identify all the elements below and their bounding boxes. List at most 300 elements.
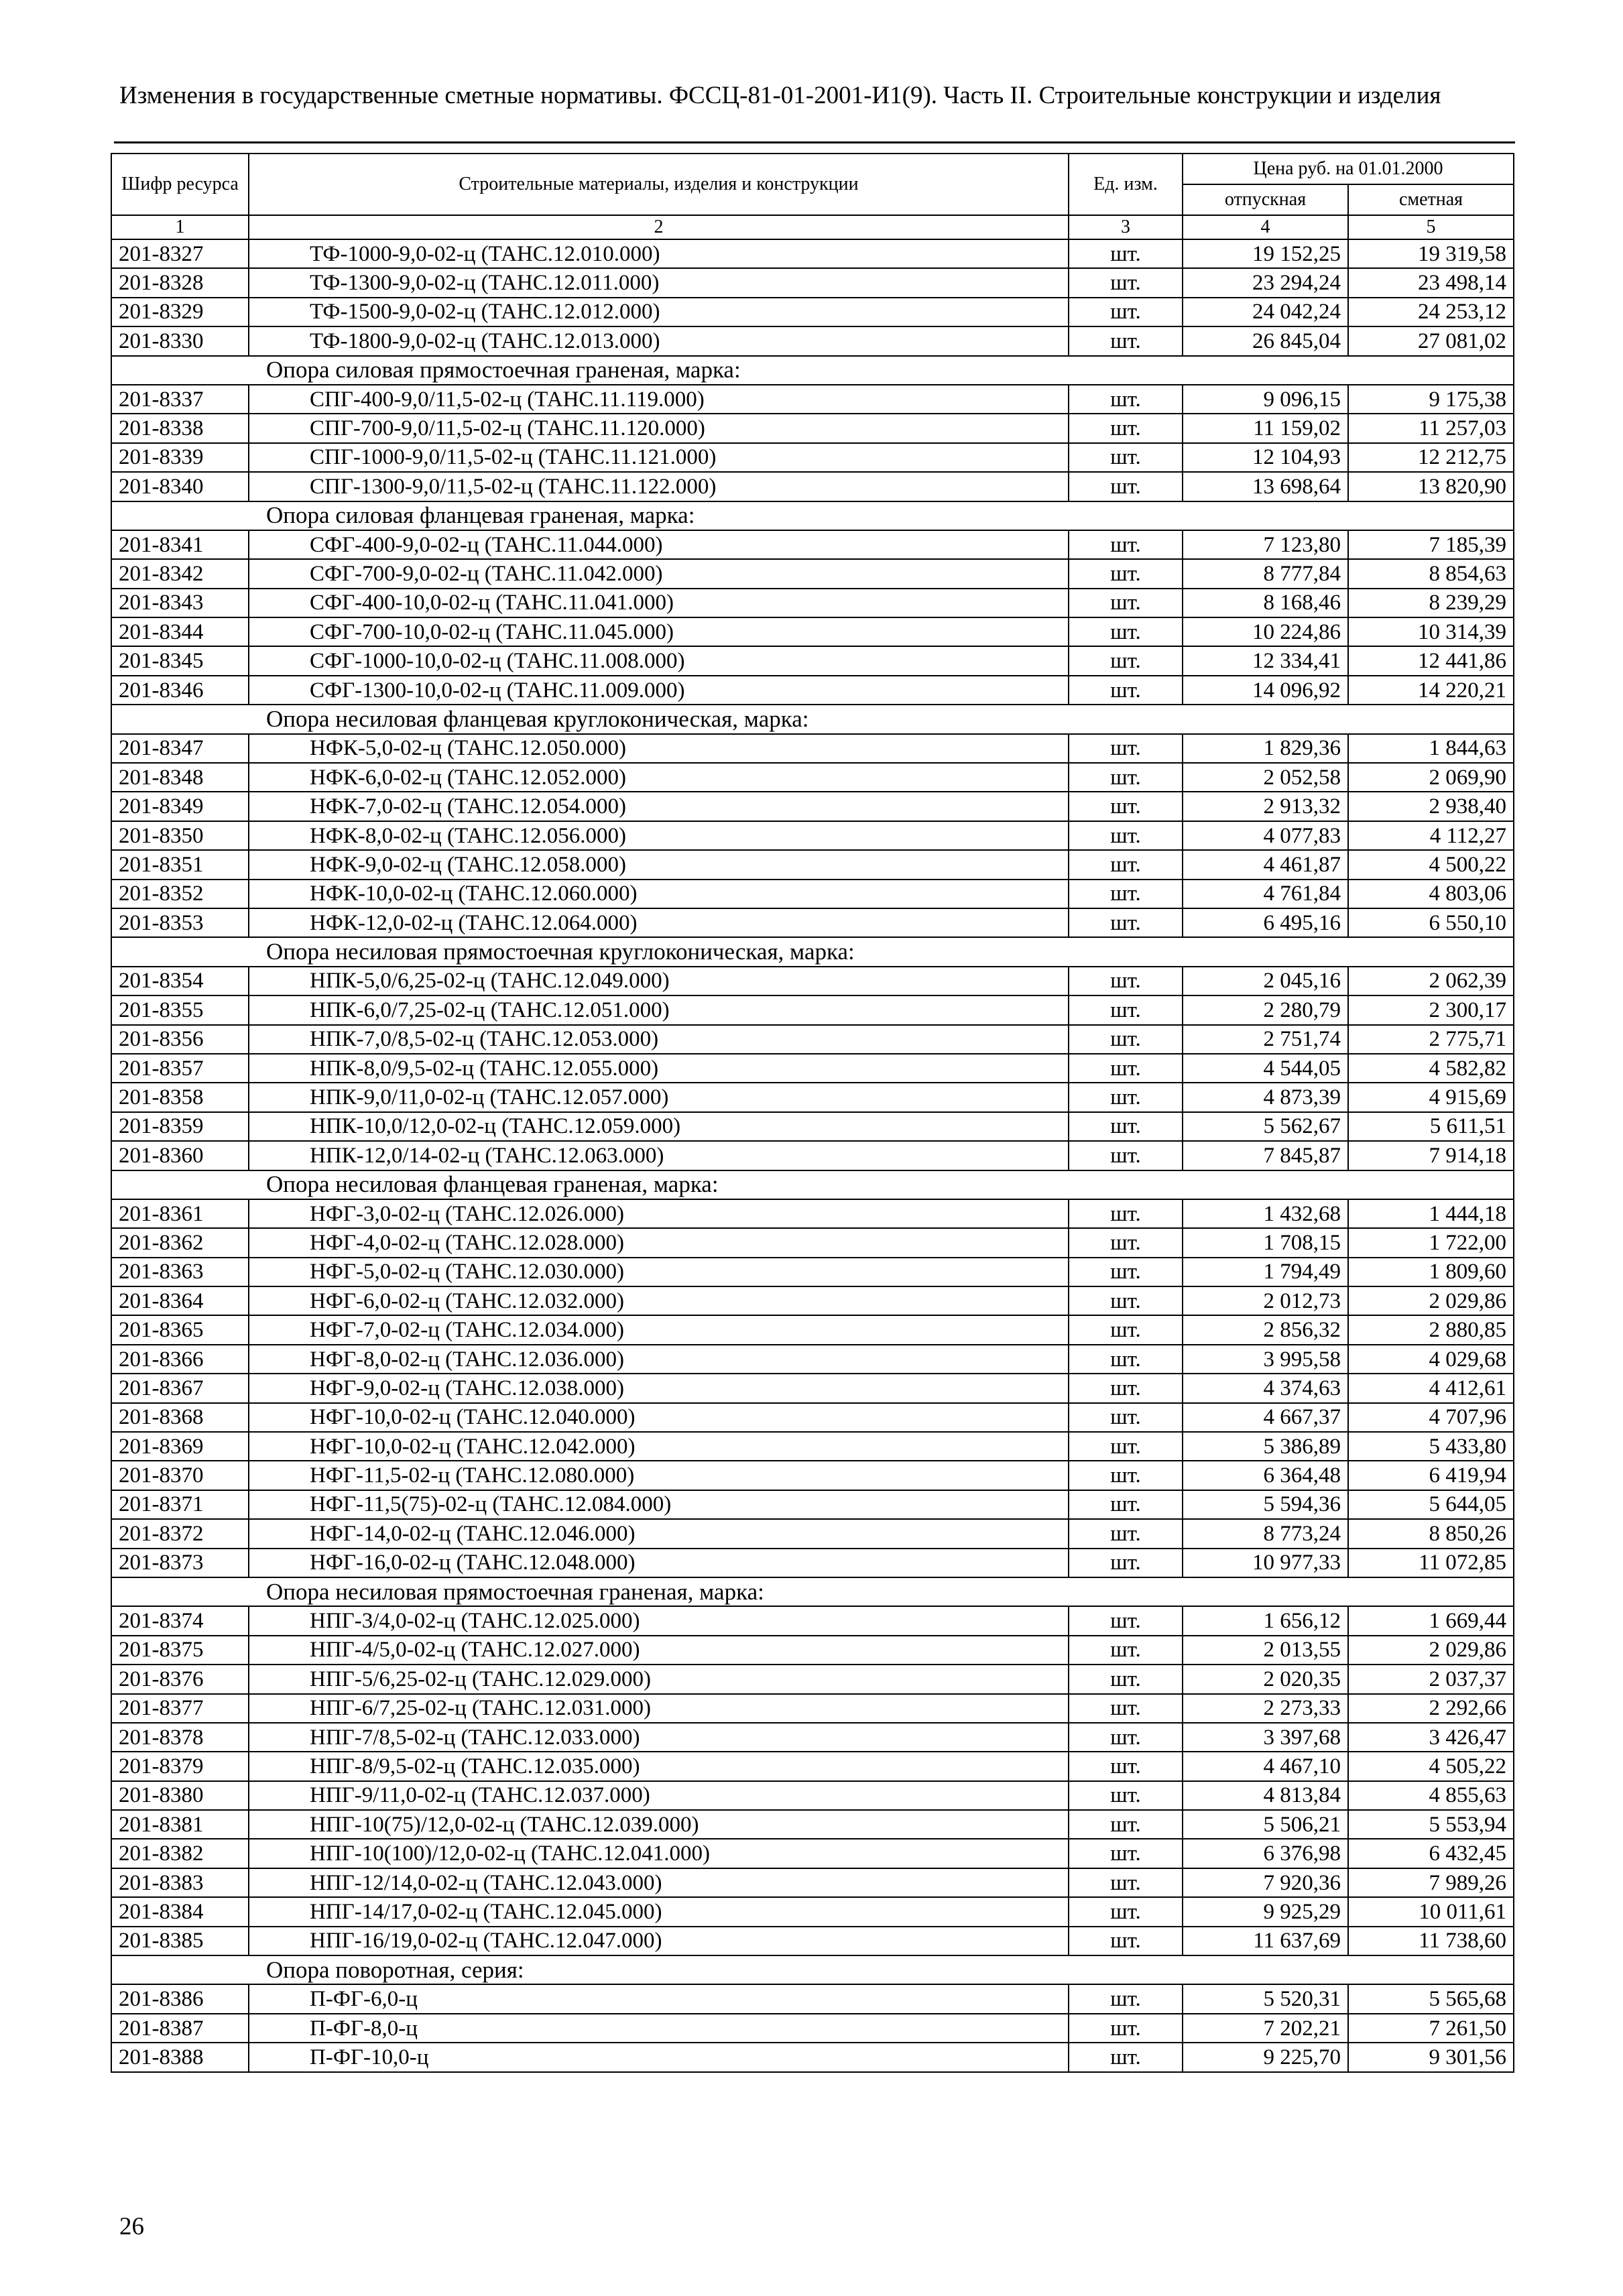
material-name: НПК-5,0/6,25-02-ц (ТАНС.12.049.000) [249, 967, 1069, 995]
unit-cell: шт. [1069, 1315, 1183, 1344]
estimate-price: 4 582,82 [1348, 1054, 1514, 1083]
material-name: НПГ-12/14,0-02-ц (ТАНС.12.043.000) [249, 1868, 1069, 1897]
unit-cell: шт. [1069, 1141, 1183, 1170]
estimate-price: 12 441,86 [1348, 646, 1514, 675]
table-body [111, 239, 1514, 2072]
estimate-price: 7 914,18 [1348, 1141, 1514, 1170]
table-row [111, 268, 1514, 297]
resource-code: 201-8340 [111, 472, 249, 501]
table-row [111, 1432, 1514, 1461]
unit-cell: шт. [1069, 1025, 1183, 1054]
resource-code: 201-8328 [111, 268, 249, 297]
col-header-name: Строительные материалы, изделия и конструкции [249, 154, 1069, 215]
estimate-price: 11 738,60 [1348, 1927, 1514, 1955]
estimate-price: 1 722,00 [1348, 1228, 1514, 1257]
group-title: Опора силовая фланцевая граненая, марка: [111, 501, 1514, 530]
resource-code: 201-8357 [111, 1054, 249, 1083]
resource-code: 201-8381 [111, 1810, 249, 1839]
estimate-price: 2 062,39 [1348, 967, 1514, 995]
release-price: 3 995,58 [1183, 1345, 1348, 1374]
table-row [111, 1810, 1514, 1839]
material-name: НФК-6,0-02-ц (ТАНС.12.052.000) [249, 763, 1069, 792]
resource-code: 201-8347 [111, 734, 249, 763]
table-row [111, 1112, 1514, 1141]
table-row [111, 1839, 1514, 1868]
resource-code: 201-8369 [111, 1432, 249, 1461]
material-name: НПК-7,0/8,5-02-ц (ТАНС.12.053.000) [249, 1025, 1069, 1054]
material-name: НПГ-6/7,25-02-ц (ТАНС.12.031.000) [249, 1694, 1069, 1723]
release-price: 8 777,84 [1183, 559, 1348, 588]
material-name: НФГ-6,0-02-ц (ТАНС.12.032.000) [249, 1286, 1069, 1315]
col-number: 5 [1348, 215, 1514, 239]
release-price: 4 873,39 [1183, 1083, 1348, 1111]
release-price: 23 294,24 [1183, 268, 1348, 297]
unit-cell: шт. [1069, 676, 1183, 705]
material-name: НПГ-10(100)/12,0-02-ц (ТАНС.12.041.000) [249, 1839, 1069, 1868]
release-price: 1 829,36 [1183, 734, 1348, 763]
estimate-price: 2 880,85 [1348, 1315, 1514, 1344]
release-price: 4 461,87 [1183, 850, 1348, 879]
resource-code: 201-8377 [111, 1694, 249, 1723]
resource-code: 201-8387 [111, 2014, 249, 2043]
material-name: СФГ-1000-10,0-02-ц (ТАНС.11.008.000) [249, 646, 1069, 675]
release-price: 1 432,68 [1183, 1199, 1348, 1228]
unit-cell: шт. [1069, 821, 1183, 850]
material-name: НФК-12,0-02-ц (ТАНС.12.064.000) [249, 908, 1069, 937]
table-head [111, 154, 1514, 239]
estimate-price: 2 938,40 [1348, 792, 1514, 821]
resource-code: 201-8348 [111, 763, 249, 792]
table-row [111, 1345, 1514, 1374]
table-row [111, 326, 1514, 355]
table-row [111, 1199, 1514, 1228]
estimate-price: 5 611,51 [1348, 1112, 1514, 1141]
resource-code: 201-8356 [111, 1025, 249, 1054]
release-price: 4 077,83 [1183, 821, 1348, 850]
table-row [111, 2043, 1514, 2071]
resource-code: 201-8361 [111, 1199, 249, 1228]
resource-code: 201-8383 [111, 1868, 249, 1897]
unit-cell: шт. [1069, 1054, 1183, 1083]
resource-code: 201-8354 [111, 967, 249, 995]
table-row [111, 1606, 1514, 1635]
group-title: Опора несиловая фланцевая круглоконическая, марка: [111, 705, 1514, 733]
release-price: 5 506,21 [1183, 1810, 1348, 1839]
group-title: Опора поворотная, серия: [111, 1955, 1514, 1984]
table-row [111, 734, 1514, 763]
unit-cell: шт. [1069, 414, 1183, 442]
release-price: 6 376,98 [1183, 1839, 1348, 1868]
group-title: Опора несиловая прямостоечная граненая, марка: [111, 1577, 1514, 1606]
resource-code: 201-8350 [111, 821, 249, 850]
resource-code: 201-8359 [111, 1112, 249, 1141]
unit-cell: шт. [1069, 589, 1183, 617]
unit-cell: шт. [1069, 734, 1183, 763]
material-name: НФГ-11,5-02-ц (ТАНС.12.080.000) [249, 1461, 1069, 1490]
resource-code: 201-8339 [111, 443, 249, 472]
table-row [111, 1694, 1514, 1723]
material-name: НПГ-5/6,25-02-ц (ТАНС.12.029.000) [249, 1665, 1069, 1693]
material-name: НФК-8,0-02-ц (ТАНС.12.056.000) [249, 821, 1069, 850]
table-row [111, 995, 1514, 1024]
release-price: 7 123,80 [1183, 530, 1348, 559]
estimate-price: 4 803,06 [1348, 880, 1514, 908]
table-row [111, 530, 1514, 559]
unit-cell: шт. [1069, 298, 1183, 326]
material-name: НФГ-10,0-02-ц (ТАНС.12.040.000) [249, 1403, 1069, 1432]
estimate-price: 8 854,63 [1348, 559, 1514, 588]
material-name: СФГ-1300-10,0-02-ц (ТАНС.11.009.000) [249, 676, 1069, 705]
estimate-price: 8 850,26 [1348, 1519, 1514, 1548]
material-name: ТФ-1300-9,0-02-ц (ТАНС.12.011.000) [249, 268, 1069, 297]
release-price: 8 168,46 [1183, 589, 1348, 617]
table-row [111, 850, 1514, 879]
page-number: 26 [119, 2213, 144, 2240]
estimate-price: 6 419,94 [1348, 1461, 1514, 1490]
material-name: НПГ-3/4,0-02-ц (ТАНС.12.025.000) [249, 1606, 1069, 1635]
table-row [111, 1315, 1514, 1344]
material-name: П-ФГ-6,0-ц [249, 1984, 1069, 2013]
estimate-price: 4 707,96 [1348, 1403, 1514, 1432]
estimate-price: 2 037,37 [1348, 1665, 1514, 1693]
resource-code: 201-8344 [111, 617, 249, 646]
resource-code: 201-8353 [111, 908, 249, 937]
material-name: НПК-8,0/9,5-02-ц (ТАНС.12.055.000) [249, 1054, 1069, 1083]
table-row [111, 1141, 1514, 1170]
release-price: 13 698,64 [1183, 472, 1348, 501]
release-price: 4 467,10 [1183, 1752, 1348, 1780]
table-row [111, 1549, 1514, 1577]
estimate-price: 9 175,38 [1348, 385, 1514, 414]
table-row [111, 967, 1514, 995]
resource-code: 201-8363 [111, 1258, 249, 1286]
table-row [111, 763, 1514, 792]
release-price: 7 845,87 [1183, 1141, 1348, 1170]
estimate-price: 24 253,12 [1348, 298, 1514, 326]
group-title: Опора силовая прямостоечная граненая, марка: [111, 356, 1514, 385]
col-number: 4 [1183, 215, 1348, 239]
release-price: 2 856,32 [1183, 1315, 1348, 1344]
material-name: П-ФГ-8,0-ц [249, 2014, 1069, 2043]
estimate-price: 1 809,60 [1348, 1258, 1514, 1286]
resource-code: 201-8327 [111, 239, 249, 268]
estimate-price: 7 185,39 [1348, 530, 1514, 559]
release-price: 5 562,67 [1183, 1112, 1348, 1141]
unit-cell: шт. [1069, 1286, 1183, 1315]
material-name: НПГ-8/9,5-02-ц (ТАНС.12.035.000) [249, 1752, 1069, 1780]
table-row [111, 1781, 1514, 1810]
table-row [111, 1519, 1514, 1548]
unit-cell: шт. [1069, 1461, 1183, 1490]
resource-code: 201-8374 [111, 1606, 249, 1635]
unit-cell: шт. [1069, 472, 1183, 501]
material-name: НФГ-9,0-02-ц (ТАНС.12.038.000) [249, 1374, 1069, 1402]
group-title: Опора несиловая прямостоечная круглоконическая, марка: [111, 937, 1514, 966]
estimate-price: 5 553,94 [1348, 1810, 1514, 1839]
estimate-price: 13 820,90 [1348, 472, 1514, 501]
resource-code: 201-8379 [111, 1752, 249, 1780]
table-row [111, 1374, 1514, 1402]
material-name: НПК-10,0/12,0-02-ц (ТАНС.12.059.000) [249, 1112, 1069, 1141]
col-header-unit: Ед. изм. [1069, 154, 1183, 215]
resource-code: 201-8365 [111, 1315, 249, 1344]
unit-cell: шт. [1069, 2043, 1183, 2071]
col-number: 3 [1069, 215, 1183, 239]
release-price: 1 708,15 [1183, 1228, 1348, 1257]
estimate-price: 2 292,66 [1348, 1694, 1514, 1723]
release-price: 4 374,63 [1183, 1374, 1348, 1402]
material-name: НФК-10,0-02-ц (ТАНС.12.060.000) [249, 880, 1069, 908]
estimate-price: 4 915,69 [1348, 1083, 1514, 1111]
unit-cell: шт. [1069, 1549, 1183, 1577]
estimate-price: 2 069,90 [1348, 763, 1514, 792]
material-name: ТФ-1000-9,0-02-ц (ТАНС.12.010.000) [249, 239, 1069, 268]
unit-cell: шт. [1069, 1694, 1183, 1723]
table-row [111, 385, 1514, 414]
release-price: 2 013,55 [1183, 1636, 1348, 1665]
resource-code: 201-8362 [111, 1228, 249, 1257]
release-price: 2 913,32 [1183, 792, 1348, 821]
unit-cell: шт. [1069, 850, 1183, 879]
group-header-row [111, 937, 1514, 966]
material-name: НПК-6,0/7,25-02-ц (ТАНС.12.051.000) [249, 995, 1069, 1024]
estimate-price: 23 498,14 [1348, 268, 1514, 297]
estimate-price: 5 565,68 [1348, 1984, 1514, 2013]
table-row [111, 1228, 1514, 1257]
resource-code: 201-8338 [111, 414, 249, 442]
material-name: НПГ-10(75)/12,0-02-ц (ТАНС.12.039.000) [249, 1810, 1069, 1839]
unit-cell: шт. [1069, 1927, 1183, 1955]
estimate-price: 11 072,85 [1348, 1549, 1514, 1577]
resource-code: 201-8355 [111, 995, 249, 1024]
resource-code: 201-8378 [111, 1723, 249, 1752]
material-name: СФГ-400-10,0-02-ц (ТАНС.11.041.000) [249, 589, 1069, 617]
col-number: 2 [249, 215, 1069, 239]
table-row [111, 414, 1514, 442]
unit-cell: шт. [1069, 646, 1183, 675]
table-row [111, 1665, 1514, 1693]
release-price: 5 520,31 [1183, 1984, 1348, 2013]
release-price: 2 045,16 [1183, 967, 1348, 995]
table-row [111, 1897, 1514, 1926]
estimate-price: 4 112,27 [1348, 821, 1514, 850]
release-price: 5 594,36 [1183, 1490, 1348, 1519]
table-row [111, 821, 1514, 850]
estimate-price: 8 239,29 [1348, 589, 1514, 617]
resource-code: 201-8370 [111, 1461, 249, 1490]
resource-code: 201-8368 [111, 1403, 249, 1432]
release-price: 7 202,21 [1183, 2014, 1348, 2043]
material-name: СФГ-700-10,0-02-ц (ТАНС.11.045.000) [249, 617, 1069, 646]
unit-cell: шт. [1069, 1199, 1183, 1228]
resource-code: 201-8342 [111, 559, 249, 588]
unit-cell: шт. [1069, 1606, 1183, 1635]
material-name: НФГ-16,0-02-ц (ТАНС.12.048.000) [249, 1549, 1069, 1577]
unit-cell: шт. [1069, 1374, 1183, 1402]
release-price: 12 334,41 [1183, 646, 1348, 675]
material-name: СПГ-1300-9,0/11,5-02-ц (ТАНС.11.122.000) [249, 472, 1069, 501]
table-row [111, 443, 1514, 472]
resource-code: 201-8376 [111, 1665, 249, 1693]
group-header-row [111, 1955, 1514, 1984]
estimate-price: 5 433,80 [1348, 1432, 1514, 1461]
material-name: НФК-9,0-02-ц (ТАНС.12.058.000) [249, 850, 1069, 879]
unit-cell: шт. [1069, 1897, 1183, 1926]
material-name: СПГ-700-9,0/11,5-02-ц (ТАНС.11.120.000) [249, 414, 1069, 442]
header-rule [114, 141, 1515, 143]
unit-cell: шт. [1069, 1345, 1183, 1374]
material-name: НФГ-3,0-02-ц (ТАНС.12.026.000) [249, 1199, 1069, 1228]
estimate-price: 5 644,05 [1348, 1490, 1514, 1519]
unit-cell: шт. [1069, 1258, 1183, 1286]
release-price: 5 386,89 [1183, 1432, 1348, 1461]
unit-cell: шт. [1069, 995, 1183, 1024]
estimate-price: 27 081,02 [1348, 326, 1514, 355]
document-header: Изменения в государственные сметные нормативы. ФССЦ-81-01-2001-И1(9). Часть II. Строительные конструкции и изделия [119, 82, 1441, 109]
release-price: 7 920,36 [1183, 1868, 1348, 1897]
release-price: 10 977,33 [1183, 1549, 1348, 1577]
material-name: НПК-9,0/11,0-02-ц (ТАНС.12.057.000) [249, 1083, 1069, 1111]
estimate-price: 10 314,39 [1348, 617, 1514, 646]
material-name: НПГ-14/17,0-02-ц (ТАНС.12.045.000) [249, 1897, 1069, 1926]
table-row [111, 2014, 1514, 2043]
unit-cell: шт. [1069, 1432, 1183, 1461]
material-name: НФГ-4,0-02-ц (ТАНС.12.028.000) [249, 1228, 1069, 1257]
release-price: 11 159,02 [1183, 414, 1348, 442]
resource-code: 201-8341 [111, 530, 249, 559]
col-header-estimate: сметная [1348, 184, 1514, 215]
unit-cell: шт. [1069, 1665, 1183, 1693]
estimate-price: 1 844,63 [1348, 734, 1514, 763]
unit-cell: шт. [1069, 1984, 1183, 2013]
col-header-price-group: Цена руб. на 01.01.2000 [1183, 154, 1514, 184]
estimate-price: 4 029,68 [1348, 1345, 1514, 1374]
resource-code: 201-8346 [111, 676, 249, 705]
material-name: П-ФГ-10,0-ц [249, 2043, 1069, 2071]
table-row [111, 676, 1514, 705]
release-price: 1 656,12 [1183, 1606, 1348, 1635]
table-row [111, 1054, 1514, 1083]
estimate-price: 1 669,44 [1348, 1606, 1514, 1635]
release-price: 9 925,29 [1183, 1897, 1348, 1926]
table-row [111, 792, 1514, 821]
estimate-price: 2 029,86 [1348, 1286, 1514, 1315]
release-price: 6 495,16 [1183, 908, 1348, 937]
unit-cell: шт. [1069, 1519, 1183, 1548]
table-row [111, 1258, 1514, 1286]
material-name: НПГ-16/19,0-02-ц (ТАНС.12.047.000) [249, 1927, 1069, 1955]
table-row [111, 239, 1514, 268]
release-price: 2 052,58 [1183, 763, 1348, 792]
resource-code: 201-8343 [111, 589, 249, 617]
estimate-price: 12 212,75 [1348, 443, 1514, 472]
resource-code: 201-8386 [111, 1984, 249, 2013]
release-price: 4 813,84 [1183, 1781, 1348, 1810]
resource-code: 201-8364 [111, 1286, 249, 1315]
table-row [111, 559, 1514, 588]
estimate-price: 2 775,71 [1348, 1025, 1514, 1054]
material-name: ТФ-1800-9,0-02-ц (ТАНС.12.013.000) [249, 326, 1069, 355]
resource-code: 201-8358 [111, 1083, 249, 1111]
table-row [111, 880, 1514, 908]
table-row [111, 1868, 1514, 1897]
release-price: 9 096,15 [1183, 385, 1348, 414]
release-price: 4 667,37 [1183, 1403, 1348, 1432]
estimate-price: 7 261,50 [1348, 2014, 1514, 2043]
table-row [111, 1636, 1514, 1665]
unit-cell: шт. [1069, 239, 1183, 268]
release-price: 12 104,93 [1183, 443, 1348, 472]
release-price: 8 773,24 [1183, 1519, 1348, 1548]
release-price: 10 224,86 [1183, 617, 1348, 646]
material-name: СПГ-400-9,0/11,5-02-ц (ТАНС.11.119.000) [249, 385, 1069, 414]
unit-cell: шт. [1069, 908, 1183, 937]
resource-code: 201-8345 [111, 646, 249, 675]
group-header-row [111, 1170, 1514, 1199]
resource-code: 201-8367 [111, 1374, 249, 1402]
release-price: 24 042,24 [1183, 298, 1348, 326]
estimate-price: 3 426,47 [1348, 1723, 1514, 1752]
release-price: 2 273,33 [1183, 1694, 1348, 1723]
unit-cell: шт. [1069, 1083, 1183, 1111]
table-row [111, 1025, 1514, 1054]
table-row [111, 1490, 1514, 1519]
material-name: НФГ-11,5(75)-02-ц (ТАНС.12.084.000) [249, 1490, 1069, 1519]
material-name: НПГ-9/11,0-02-ц (ТАНС.12.037.000) [249, 1781, 1069, 1810]
group-title: Опора несиловая фланцевая граненая, марка: [111, 1170, 1514, 1199]
estimate-price: 10 011,61 [1348, 1897, 1514, 1926]
unit-cell: шт. [1069, 268, 1183, 297]
table-row [111, 1723, 1514, 1752]
material-name: СПГ-1000-9,0/11,5-02-ц (ТАНС.11.121.000) [249, 443, 1069, 472]
table-row [111, 1927, 1514, 1955]
unit-cell: шт. [1069, 326, 1183, 355]
resource-code: 201-8366 [111, 1345, 249, 1374]
release-price: 2 751,74 [1183, 1025, 1348, 1054]
resource-code: 201-8330 [111, 326, 249, 355]
estimate-price: 2 300,17 [1348, 995, 1514, 1024]
estimate-price: 6 550,10 [1348, 908, 1514, 937]
release-price: 26 845,04 [1183, 326, 1348, 355]
resource-code: 201-8337 [111, 385, 249, 414]
unit-cell: шт. [1069, 1810, 1183, 1839]
resource-code: 201-8382 [111, 1839, 249, 1868]
unit-cell: шт. [1069, 1636, 1183, 1665]
release-price: 2 020,35 [1183, 1665, 1348, 1693]
resource-code: 201-8388 [111, 2043, 249, 2071]
resource-code: 201-8329 [111, 298, 249, 326]
unit-cell: шт. [1069, 1723, 1183, 1752]
table-row [111, 1083, 1514, 1111]
group-header-row [111, 501, 1514, 530]
estimate-price: 4 855,63 [1348, 1781, 1514, 1810]
resource-code: 201-8351 [111, 850, 249, 879]
table-row [111, 1403, 1514, 1432]
group-header-row [111, 705, 1514, 733]
unit-cell: шт. [1069, 2014, 1183, 2043]
material-name: НПГ-4/5,0-02-ц (ТАНС.12.027.000) [249, 1636, 1069, 1665]
table-row [111, 472, 1514, 501]
material-name: НФГ-10,0-02-ц (ТАНС.12.042.000) [249, 1432, 1069, 1461]
resource-code: 201-8372 [111, 1519, 249, 1548]
unit-cell: шт. [1069, 1403, 1183, 1432]
estimate-price: 19 319,58 [1348, 239, 1514, 268]
estimate-price: 2 029,86 [1348, 1636, 1514, 1665]
unit-cell: шт. [1069, 443, 1183, 472]
unit-cell: шт. [1069, 792, 1183, 821]
material-name: НПГ-7/8,5-02-ц (ТАНС.12.033.000) [249, 1723, 1069, 1752]
release-price: 11 637,69 [1183, 1927, 1348, 1955]
